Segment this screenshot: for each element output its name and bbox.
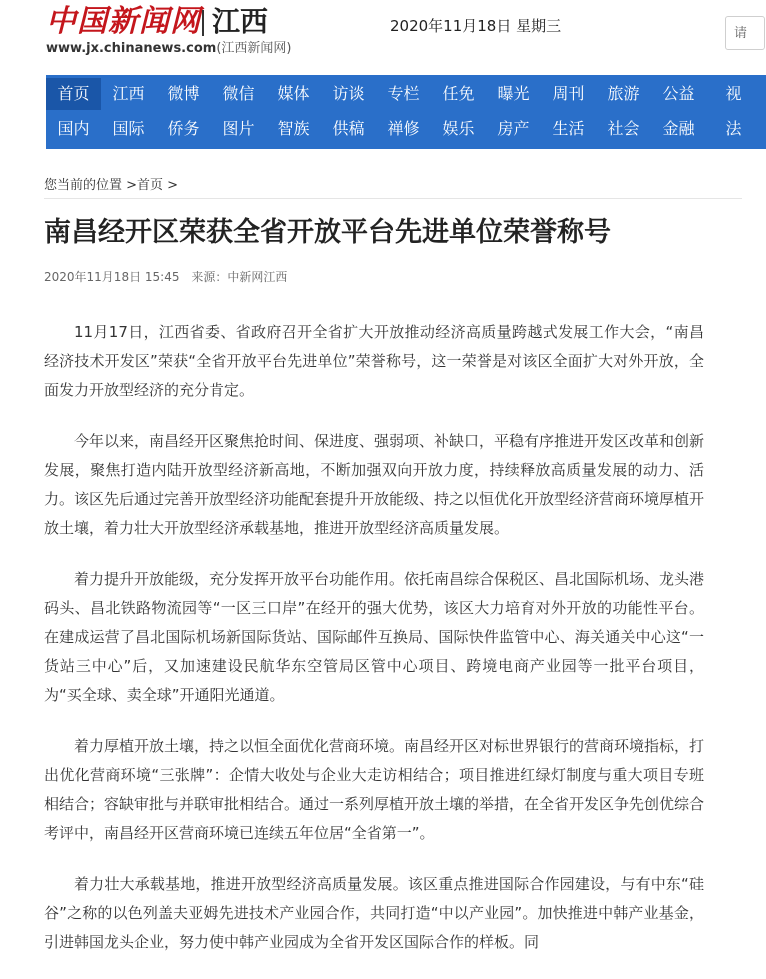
article-paragraph: 今年以来，南昌经开区聚焦抢时间、保进度、强弱项、补缺口，平稳有序推进开发区改革和创新发展，聚焦打造内陆开放型经济新高地，不断加强双向开放力度，持续释放高质量发展的动力、活力。该区先后通过完善开放型经济功能配套提升开放能级、持之以恒优化开放型经济营商环境厚植开放土壤，着力壮大开放型经济承载基地，推进开放型经济高质量发展。: [44, 432, 705, 537]
site-logo[interactable]: 中国新闻网: [46, 4, 201, 39]
region-label[interactable]: 江西: [212, 5, 269, 38]
nav-item-secondary-8[interactable]: 房产: [497, 119, 530, 138]
site-url-suffix: (江西新闻网): [216, 41, 292, 56]
article-paragraph: 着力厚植开放土壤，持之以恒全面优化营商环境。南昌经开区对标世界银行的营商环境指标，打出优化营商环境“三张牌”：企情大收处与企业大走访相结合；项目推进红绿灯制度与重大项目专班相结合；容缺审批与并联审批相结合。通过一系列厚植开放土壤的举措，在全省开发区争先创优综合考评中，南昌经开区营商环境已连续五年位居“全省第一”。: [44, 737, 705, 842]
nav-item-secondary-5[interactable]: 供稿: [332, 119, 365, 138]
current-date: 2020年11月18日 星期三: [390, 17, 562, 35]
nav-item-primary-0[interactable]: 首页: [46, 78, 101, 110]
nav-item-primary-2[interactable]: 微博: [167, 84, 200, 103]
search-input[interactable]: 请: [725, 16, 765, 50]
breadcrumb: [44, 177, 178, 195]
nav-item-secondary-6[interactable]: 禅修: [387, 119, 420, 138]
nav-item-primary-11[interactable]: 公益: [662, 84, 695, 103]
nav-item-secondary-10[interactable]: 社会: [607, 119, 640, 138]
breadcrumb-divider: [44, 198, 742, 199]
article-paragraph: 着力壮大承载基地，推进开放型经济高质量发展。该区重点推进国际合作园建设，与有中东“硅谷”之称的以色列盖夫亚姆先进技术产业园合作，共同打造“中以产业园”。加快推进中韩产业基金，引进韩国龙头企业，努力使中韩产业园成为全省开发区国际合作的样板。同: [44, 875, 704, 951]
article-body: [44, 318, 704, 979]
nav-item-primary-10[interactable]: 旅游: [607, 84, 640, 103]
nav-item-primary-7[interactable]: 任免: [442, 84, 475, 103]
nav-item-primary-9[interactable]: 周刊: [552, 84, 585, 103]
article-paragraph: 11月17日，江西省委、省政府召开全省扩大开放推动经济高质量跨越式发展工作大会，“南昌经济技术开发区”荣获“全省开放平台先进单位”荣誉称号，这一荣誉是对该区全面扩大对外开放，全面发力开放型经济的充分肯定。: [44, 323, 704, 399]
nav-item-secondary-11[interactable]: 金融: [662, 119, 695, 138]
nav-item-primary-5[interactable]: 访谈: [332, 84, 365, 103]
nav-row-secondary: [46, 113, 761, 145]
nav-item-primary-6[interactable]: 专栏: [387, 84, 420, 103]
main-nav: [46, 75, 766, 149]
logo-divider: [202, 10, 204, 36]
breadcrumb-label: 您当前的位置: [44, 178, 123, 193]
site-header: [0, 0, 748, 72]
breadcrumb-link-home[interactable]: >首页 >: [122, 178, 179, 193]
nav-item-primary-4[interactable]: 媒体: [277, 84, 310, 103]
nav-item-secondary-1[interactable]: 国际: [112, 119, 145, 138]
article-title: 南昌经开区荣获全省开放平台先进单位荣誉称号: [44, 217, 611, 248]
site-url-domain: www.jx.chinanews.com: [46, 41, 217, 56]
nav-item-secondary-0[interactable]: 国内: [57, 119, 90, 138]
nav-item-secondary-2[interactable]: 侨务: [167, 119, 200, 138]
nav-item-primary-1[interactable]: 江西: [112, 84, 145, 103]
article-source: 来源：中新网江西: [191, 270, 288, 284]
article-datetime: 2020年11月18日 15:45: [44, 270, 180, 284]
nav-item-primary-8[interactable]: 曝光: [497, 84, 530, 103]
nav-row-primary: [46, 78, 761, 110]
nav-item-secondary-7[interactable]: 娱乐: [442, 119, 475, 138]
nav-item-primary-12[interactable]: 视: [725, 84, 742, 103]
article-paragraph: 着力提升开放能级，充分发挥开放平台功能作用。依托南昌综合保税区、昌北国际机场、龙头港码头、昌北铁路物流园等“一区三口岸”在经开的强大优势，该区大力培育对外开放的功能性平台。在建成运营了昌北国际机场新国际货站、国际邮件互换局、国际快件监管中心、海关通关中心这“一货站三中心”后，又加速建设民航华东空管局区管中心项目、跨境电商产业园等一批平台项目，为“买全球、卖全球”开通阳光通道。: [44, 570, 705, 704]
nav-item-primary-3[interactable]: 微信: [222, 84, 255, 103]
article-meta: [44, 268, 295, 286]
nav-item-secondary-3[interactable]: 图片: [222, 119, 255, 138]
nav-item-secondary-9[interactable]: 生活: [552, 119, 585, 138]
nav-item-secondary-12[interactable]: 法: [725, 119, 742, 138]
site-url: [46, 40, 291, 58]
nav-item-secondary-4[interactable]: 智族: [277, 119, 310, 138]
